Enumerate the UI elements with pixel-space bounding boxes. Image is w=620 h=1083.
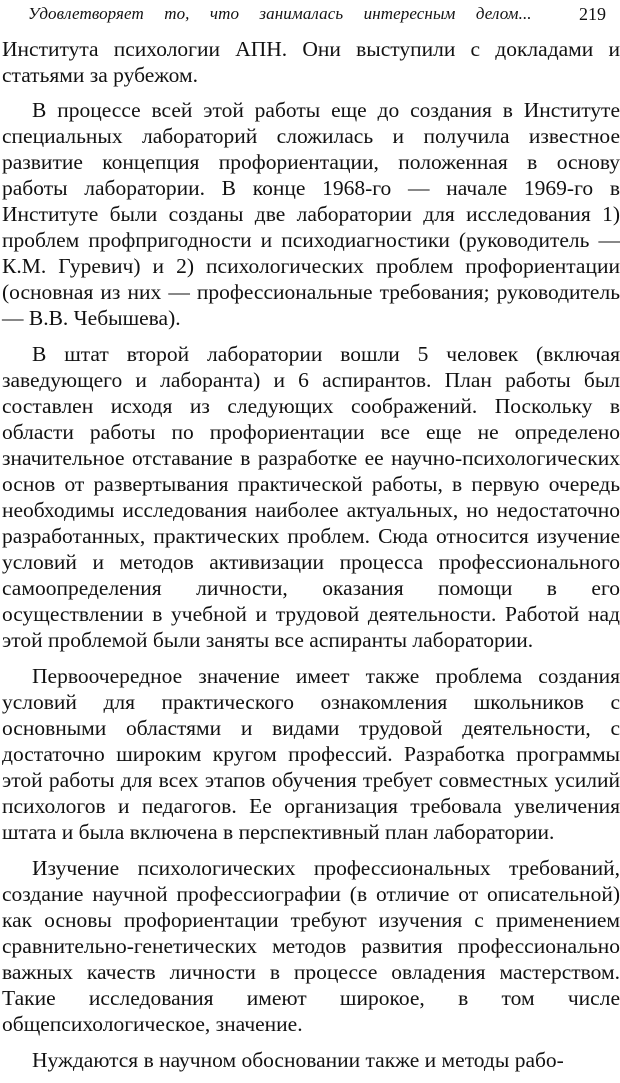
page-number: 219 bbox=[579, 4, 606, 24]
paragraph-professiography: Изучение психологических профессиональных требований, создание научной профессиографии (в отличие от описательной) как основы профориентации требуют изучения с применением сравнительно-генетических методов развития профессионально важных качеств личности в процессе овладения мастерством. Такие исследования имеют широкое, в том числе общепсихологическое, значение. bbox=[2, 856, 620, 1036]
running-title: Удовлетворяет то, что занималась интересным делом... bbox=[28, 4, 532, 23]
body-text bbox=[0, 36, 620, 1083]
running-header bbox=[28, 3, 618, 29]
paragraph-staff-plan: В штат второй лаборатории вошли 5 человек (включая заведующего и лаборанта) и 6 аспирантов. План работы был составлен исходя из следующих соображений. Поскольку в области работы по профориентации все еще не определено значительное отставание в разработке ее научно-психологических основ от развертывания практической работы, в первую очередь необходимы исследования наиболее актуальных, но недостаточно разработанных, практических проблем. Сюда относится изучение условий и методов активизации процесса профессионального самоопределения личности, оказания помощи в его осуществлении в учебной и трудовой деятельности. Работой над этой проблемой были заняты все аспиранты лаборатории. bbox=[2, 342, 620, 652]
paragraph-priority: Первоочередное значение имеет также проблема создания условий для практического ознакомления школьников с основными областями и видами трудовой деятельности, с достаточно широким кругом профессий. Разработка программы этой работы для всех этапов обучения требует совместных усилий психологов и педагогов. Ее организация требовала увеличения штата и была включена в перспективный план лаборатории. bbox=[2, 664, 620, 844]
paragraph-laboratories: В процессе всей этой работы еще до создания в Институте специальных лабораторий сложилась и получила известное развитие концепция профориентации, положенная в основу работы лаборатории. В конце 1968-го — начале 1969-го в Институте были созданы две лаборатории для исследования 1) проблем профпригодности и психодиагностики (руководитель — К.М. Гуревич) и 2) психологических проблем профориентации (основная из них — профессиональные требования; руководитель — В.В. Чебышева). bbox=[2, 98, 620, 330]
paragraph-continuation: Института психологии АПН. Они выступили с докладами и статьями за рубежом. bbox=[2, 37, 620, 87]
paragraph-methods: Нуждаются в научном обосновании также и методы рабо- bbox=[32, 1048, 564, 1072]
